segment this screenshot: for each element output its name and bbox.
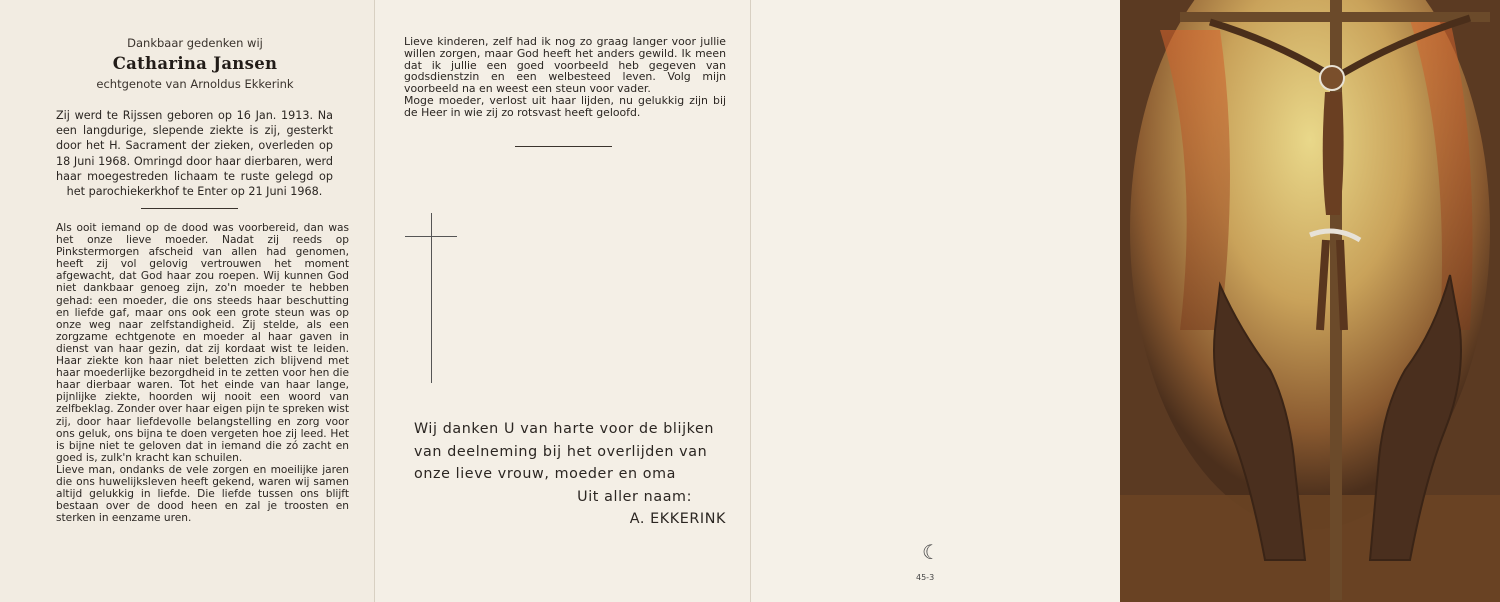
signoff: Uit aller naam:: [577, 488, 692, 505]
divider-2: [515, 146, 612, 147]
children-paragraph: Lieve kinderen, zelf had ik nog zo graag langer voor jullie willen zorgen, maar God heeft het anders gewild. Ik meen dat ik jullie een goed voorbeeld heb gegeven van godsdienstzin en een welbesteed leven. Volg mijn voorbeeld na en weest een steun voor vader.: [404, 35, 726, 96]
panel-back: [751, 0, 1120, 602]
ground: [1120, 495, 1500, 602]
closing-paragraph: Moge moeder, verlost uit haar lijden, nu gelukkig zijn bij de Heer in wie zij zo rotsvast heeft geloofd.: [404, 93, 726, 119]
divider: [141, 208, 238, 209]
publisher-logo-icon: ☾: [922, 540, 940, 564]
memorial-paragraph-2: Lieve man, ondanks de vele zorgen en moeilijke jaren die ons huwelijksleven heeft gekend, waren wij samen altijd gelukkig in liefde. Die liefde tussen ons blijft bestaan over de dood heen en zal je troosten en sterken in eenzame uren.: [56, 463, 349, 525]
thanks-block: [414, 418, 726, 531]
cross-icon-bar: [405, 236, 457, 237]
intro-block: [60, 36, 330, 97]
deceased-name: Catharina Jansen: [112, 54, 278, 73]
print-code: 45-3: [916, 573, 935, 582]
memorial-text-right: [404, 36, 726, 119]
artwork-panel: [1120, 0, 1500, 602]
spouse-line: echtgenote van Arnoldus Ekkerink: [96, 77, 294, 91]
biography-text: Zij werd te Rijssen geboren op 16 Jan. 1913. Na een langdurige, slepende ziekte is zij, gesterkt door het H. Sacrament der zieken, overleden op 18 Juni 1968. Omringd door haar dierbaren, werd haar moegestreden lichaam te ruste gelegd op het parochiekerkhof te Enter op 21 Juni 1968.: [56, 109, 333, 199]
intro-text: Dankbaar gedenken wij: [127, 36, 263, 50]
thanks-text: Wij danken U van harte voor de blijken van deelneming bij het overlijden van onze lieve vrouw, moeder en oma: [414, 421, 715, 482]
crucifix-artwork: [1120, 0, 1500, 602]
memorial-paragraph-1: Als ooit iemand op de dood was voorbereid, dan was het onze lieve moeder. Nadat zij reeds op Pinkstermorgen afscheid van allen had genomen, heeft zij vol gelovig vertrouwen het moment afgewacht, dat God haar zou roepen. Wij kunnen God niet dankbaar genoeg zijn, zo'n moeder te hebben gehad: een moeder, die ons steeds haar beschutting en liefde gaf, maar ons ook een grote steun was op onze weg naar zelfstandigheid. Zij stelde, als een zorgzame echtgenote en moeder al haar gaven in dienst van haar gezin, dat zij kordaat wist te leiden. Haar ziekte kon haar niet beletten zich blijvend met haar moederlijke bezorgdheid in te zetten voor hen die haar dierbaar waren. Tot het einde van haar lange, pijnlijke ziekte, hoorden wij nooit een woord van zelfbeklag. Zonder over haar eigen pijn te spreken wist zij, door haar liefdevolle belangstelling en zorg voor ons geluk, ons bijna te doen vergeten hoe zij leed. Het is bijne niet te geloven dat in iemand die zó zacht en goed is, zulk'n kracht kan schuilen.: [56, 222, 349, 464]
signer-name: A. EKKERINK: [629, 511, 726, 527]
panel-biography: [0, 0, 375, 602]
cross-icon: [431, 213, 432, 383]
memorial-text-left: [56, 222, 349, 524]
